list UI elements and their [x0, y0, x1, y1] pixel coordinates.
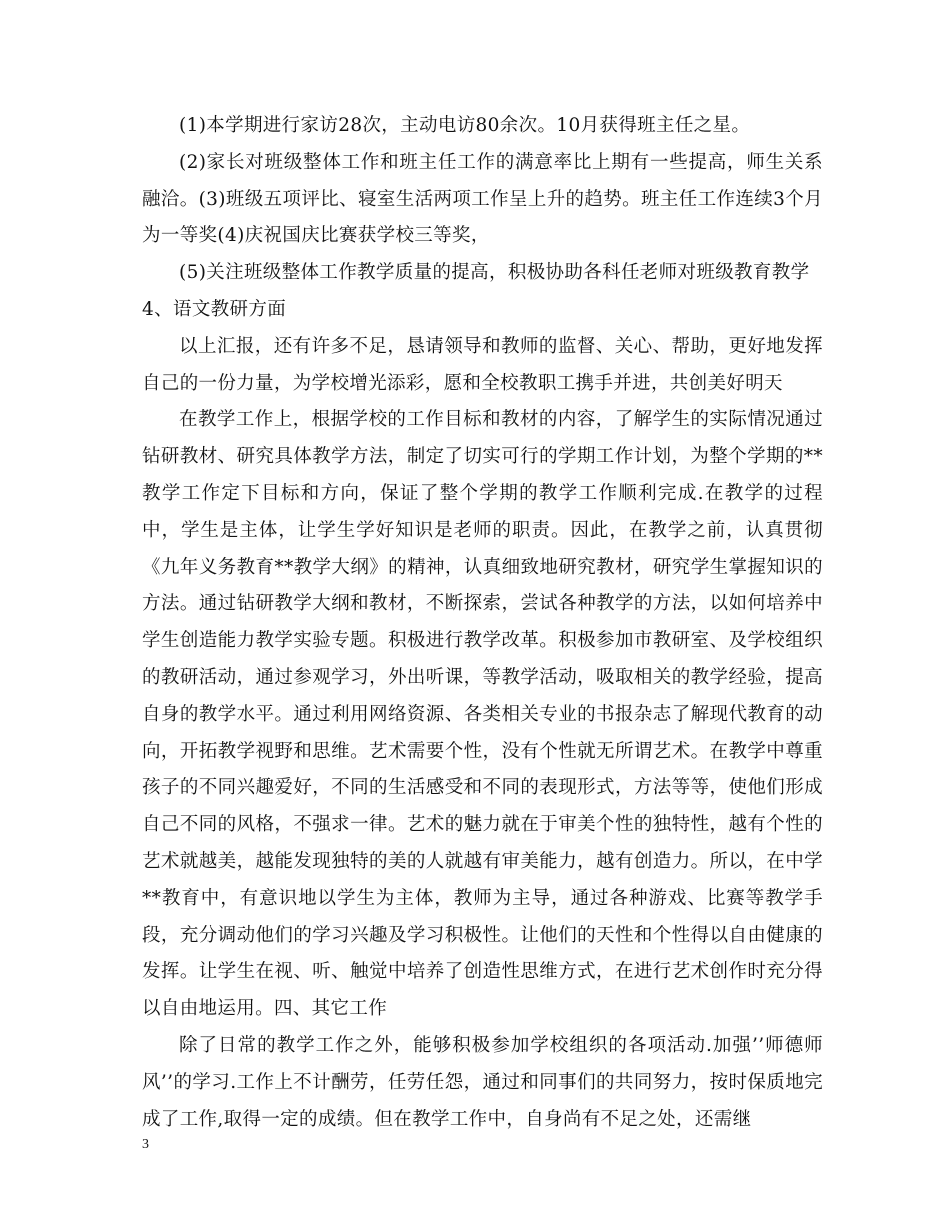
paragraph-parent-satisfaction: (2)家长对班级整体工作和班主任工作的满意率比上期有一些提高，师生关系融洽。(3)班级五项评比、寝室生活两项工作呈上升的趋势。班主任工作连续3个月为一等奖(4)庆祝国庆比赛获学校三等奖，: [142, 151, 823, 247]
paragraph-teaching-quality: (5)关注班级整体工作教学质量的提高，积极协助各科任老师对班级教育教学: [179, 262, 810, 284]
section-heading-chinese-research: 4、语文教研方面: [142, 298, 287, 320]
document-body: [142, 108, 823, 1138]
page-number: 3: [142, 1137, 149, 1152]
paragraph-other-activities: 除了日常的教学工作之外，能够积极参加学校组织的各项活动.加强’’师德师风’’的学习.工作上不计酬劳，任劳任怨，通过和同事们的共同努力，按时保质地完成了工作,取得一定的成绩。但在教学工作中，自身尚有不足之处，还需继: [142, 1034, 823, 1130]
paragraph-closing-remarks: 以上汇报，还有许多不足，恳请领导和教师的监督、关心、帮助，更好地发挥自己的一份力量，为学校增光添彩，愿和全校教职工携手并进，共创美好明天: [142, 335, 823, 394]
paragraph-teaching-work: 在教学工作上，根据学校的工作目标和教材的内容，了解学生的实际情况通过钻研教材、研究具体教学方法，制定了切实可行的学期工作计划，为整个学期的**教学工作定下目标和方向，保证了整个学期的教学工作顺利完成.在教学的过程中，学生是主体，让学生学好知识是老师的职责。因此，在教学之前，认真贯彻《九年义务教育**教学大纲》的精神，认真细致地研究教材，研究学生掌握知识的方法。通过钻研教学大纲和教材，不断探索，尝试各种教学的方法，以如何培养中学生创造能力教学实验专题。积极进行教学改革。积极参加市教研室、及学校组织的教研活动，通过参观学习，外出听课，等教学活动，吸取相关的教学经验，提高自身的教学水平。通过利用网络资源、各类相关专业的书报杂志了解现代教育的动向，开拓教学视野和思维。艺术需要个性，没有个性就无所谓艺术。在教学中尊重孩子的不同兴趣爱好，不同的生活感受和不同的表现形式，方法等等，使他们形成自己不同的风格，不强求一律。艺术的魅力就在于审美个性的独特性，越有个性的艺术就越美，越能发现独特的美的人就越有审美能力，越有创造力。所以，在中学**教育中，有意识地以学生为主体，教师为主导，通过各种游戏、比赛等教学手段，充分调动他们的学习兴趣及学习积极性。让他们的天性和个性得以自由健康的发挥。让学生在视、听、触觉中培养了创造性思维方式，在进行艺术创作时充分得以自由地运用。四、其它工作: [142, 409, 823, 1020]
paragraph-home-visits: (1)本学期进行家访28次，主动电访80余次。10月获得班主任之星。: [179, 115, 751, 136]
